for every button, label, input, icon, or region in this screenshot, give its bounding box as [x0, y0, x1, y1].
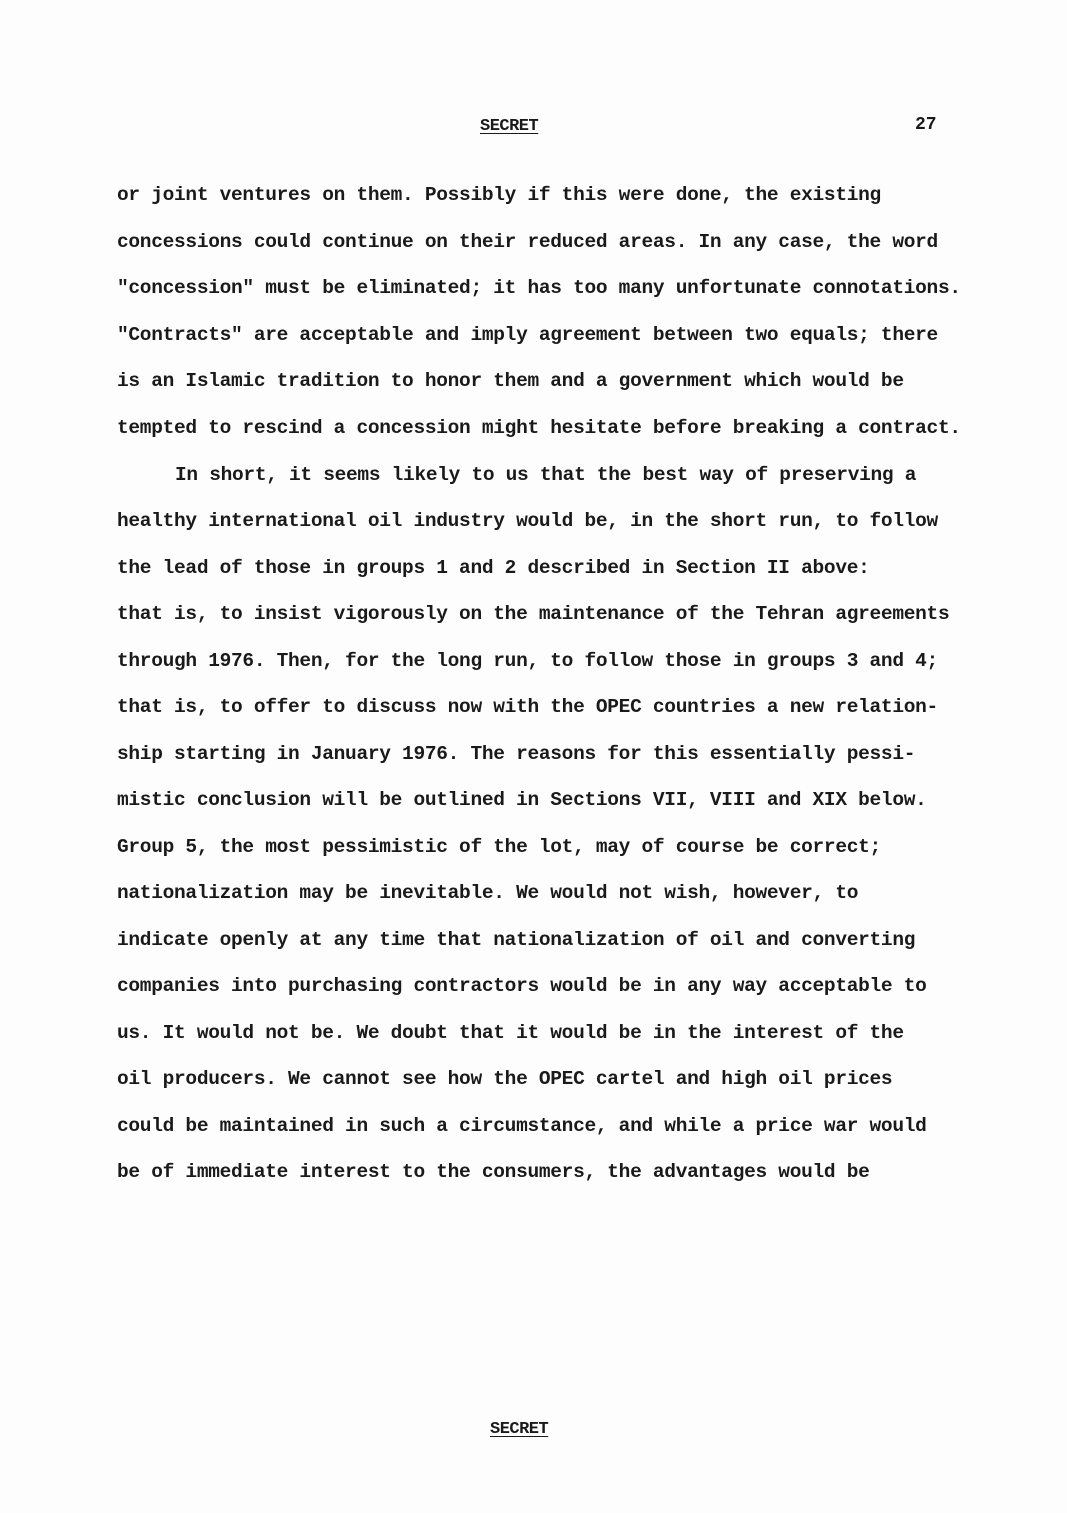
text-line-14: mistic conclusion will be outlined in Sections VII, VIII and XIX below.: [117, 789, 927, 811]
text-line-4: "Contracts" are acceptable and imply agreement between two equals; there: [117, 324, 938, 346]
text-line-6: tempted to rescind a concession might hesitate before breaking a contract.: [117, 417, 961, 439]
text-line-12: that is, to offer to discuss now with the OPEC countries a new relation-: [117, 696, 938, 718]
text-line-9: the lead of those in groups 1 and 2 described in Section II above:: [117, 557, 870, 579]
text-line-1: or joint ventures on them. Possibly if this were done, the existing: [117, 184, 881, 206]
text-line-22: be of immediate interest to the consumers, the advantages would be: [117, 1161, 870, 1183]
text-line-17: indicate openly at any time that nationalization of oil and converting: [117, 929, 916, 951]
text-line-20: oil producers. We cannot see how the OPEC cartel and high oil prices: [117, 1068, 893, 1090]
footer-classification: SECRET: [490, 1420, 549, 1439]
header-classification: SECRET: [480, 117, 539, 136]
text-line-19: us. It would not be. We doubt that it would be in the interest of the: [117, 1022, 904, 1044]
text-line-10: that is, to insist vigorously on the maintenance of the Tehran agreements: [117, 603, 950, 625]
text-line-8: healthy international oil industry would be, in the short run, to follow: [117, 510, 938, 532]
text-line-21: could be maintained in such a circumstance, and while a price war would: [117, 1115, 927, 1137]
text-line-5: is an Islamic tradition to honor them and a government which would be: [117, 370, 904, 392]
text-line-16: nationalization may be inevitable. We would not wish, however, to: [117, 882, 859, 904]
text-line-18: companies into purchasing contractors would be in any way acceptable to: [117, 975, 927, 997]
text-line-15: Group 5, the most pessimistic of the lot, may of course be correct;: [117, 836, 881, 858]
text-line-11: through 1976. Then, for the long run, to follow those in groups 3 and 4;: [117, 650, 938, 672]
text-line-7: In short, it seems likely to us that the best way of preserving a: [175, 464, 917, 486]
text-line-2: concessions could continue on their reduced areas. In any case, the word: [117, 231, 938, 253]
page-number: 27: [915, 115, 937, 135]
text-line-3: "concession" must be eliminated; it has too many unfortunate connotations.: [117, 277, 961, 299]
text-line-13: ship starting in January 1976. The reasons for this essentially pessi-: [117, 743, 916, 765]
